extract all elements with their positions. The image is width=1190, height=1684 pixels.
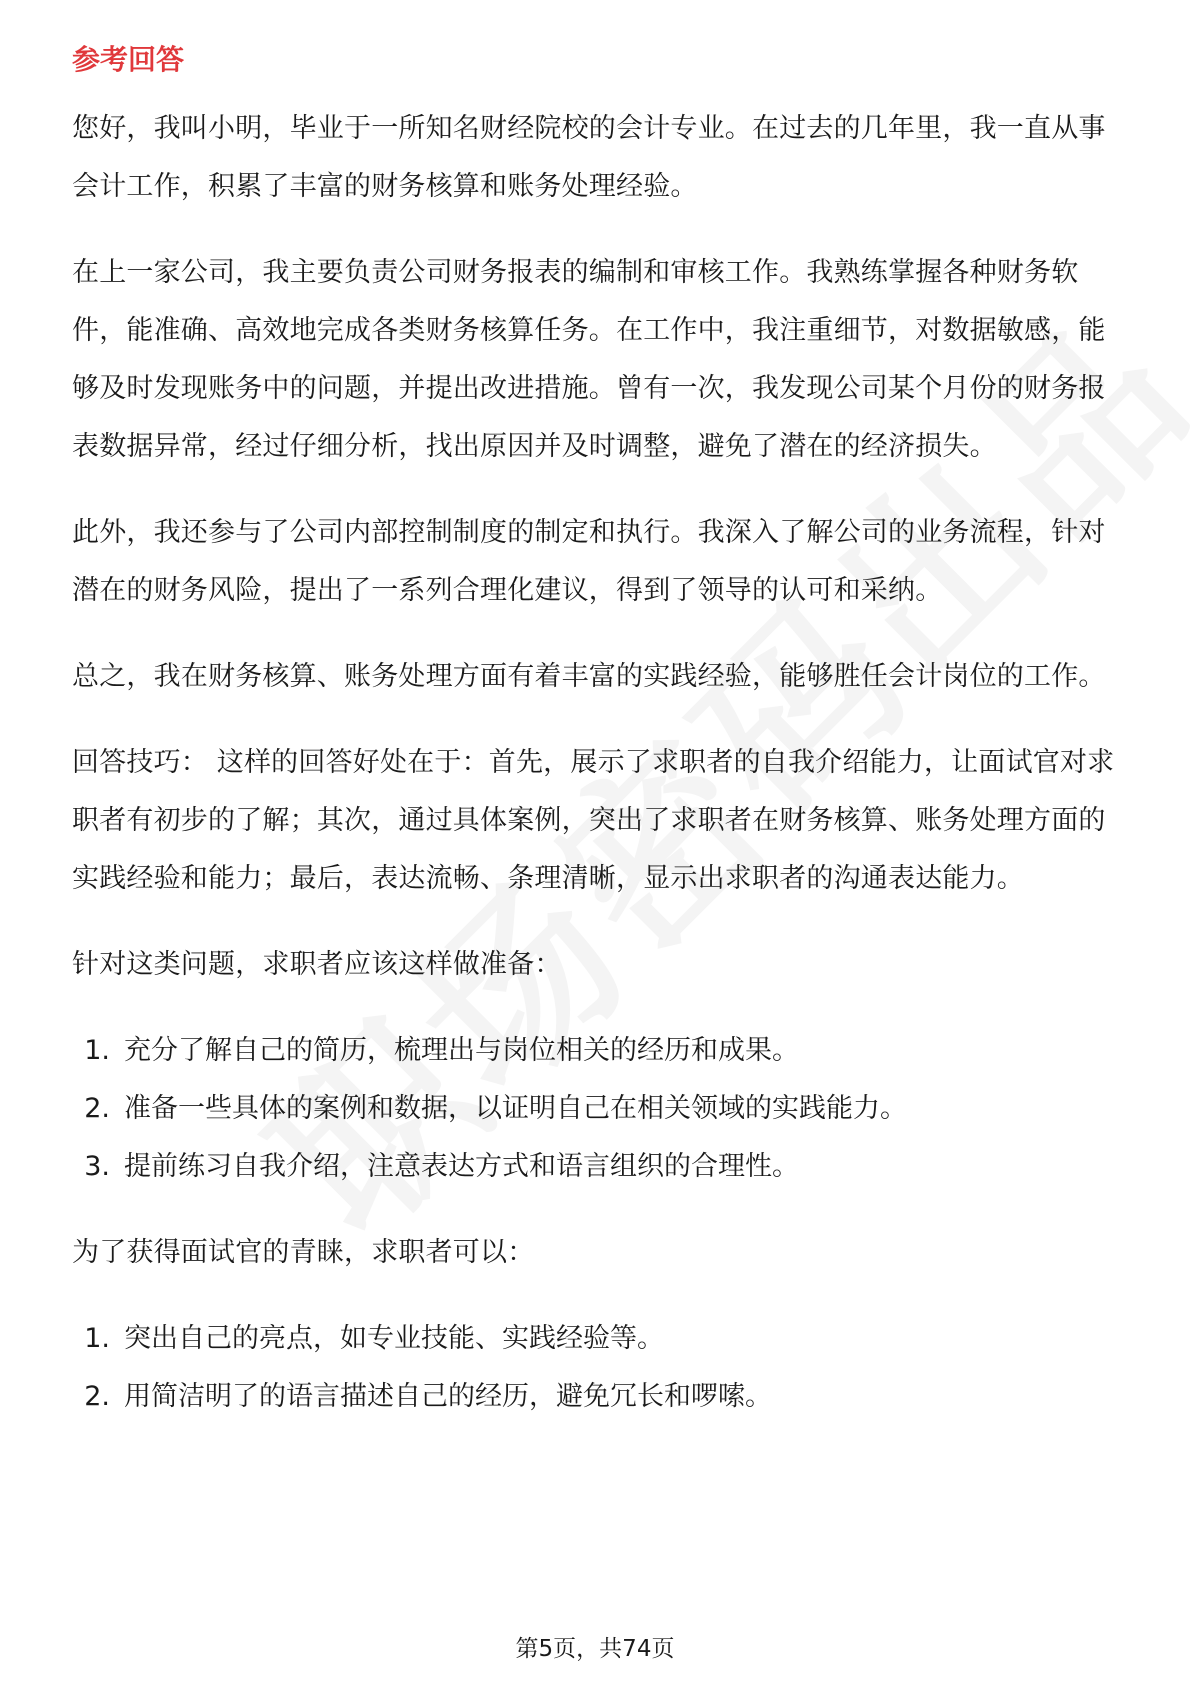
prep-list (72, 1022, 1132, 1196)
list-text: 准备一些具体的案例和数据，以证明自己在相关领域的实践能力。 (124, 1093, 907, 1124)
list-number: 3. (84, 1151, 110, 1182)
paragraph-prep-intro: 针对这类问题，求职者应该这样做准备： (72, 949, 562, 980)
list-item (72, 1368, 1132, 1426)
list-number: 2. (84, 1381, 110, 1412)
section-heading: 参考回答 (72, 43, 185, 76)
paragraph-tips: 回答技巧： 这样的回答好处在于：首先，展示了求职者的自我介绍能力，让面试官对求职者有初步的了解；其次，通过具体案例，突出了求职者在财务核算、账务处理方面的实践经验和能力；最后，表达流畅、条理清晰，显示出求职者的沟通表达能力。 (72, 747, 1115, 894)
list-number: 2. (84, 1093, 110, 1124)
list-text: 充分了解自己的简历，梳理出与岗位相关的经历和成果。 (124, 1035, 799, 1066)
list-text: 用简洁明了的语言描述自己的经历，避免冗长和啰嗦。 (124, 1381, 772, 1412)
list-item (72, 1022, 1132, 1080)
list-number: 1. (84, 1323, 110, 1354)
paragraph-impress-intro: 为了获得面试官的青睐，求职者可以： (72, 1237, 535, 1268)
list-item (72, 1080, 1132, 1138)
paragraph-intro: 您好，我叫小明，毕业于一所知名财经院校的会计专业。在过去的几年里，我一直从事会计工作，积累了丰富的财务核算和账务处理经验。 (72, 113, 1106, 202)
document-page (72, 40, 1132, 1454)
impress-list (72, 1310, 1132, 1426)
list-number: 1. (84, 1035, 110, 1066)
page-footer: 第5页，共74页 (515, 1636, 675, 1662)
list-item (72, 1138, 1132, 1196)
list-text: 提前练习自我介绍，注意表达方式和语言组织的合理性。 (124, 1151, 799, 1182)
paragraph-experience: 在上一家公司，我主要负责公司财务报表的编制和审核工作。我熟练掌握各种财务软件，能准确、高效地完成各类财务核算任务。在工作中，我注重细节，对数据敏感，能够及时发现账务中的问题，并提出改进措施。曾有一次，我发现公司某个月份的财务报表数据异常，经过仔细分析，找出原因并及时调整，避免了潜在的经济损失。 (72, 257, 1106, 462)
paragraph-internal-control: 此外，我还参与了公司内部控制制度的制定和执行。我深入了解公司的业务流程，针对潜在的财务风险，提出了一系列合理化建议，得到了领导的认可和采纳。 (72, 517, 1106, 606)
paragraph-summary: 总之，我在财务核算、账务处理方面有着丰富的实践经验，能够胜任会计岗位的工作。 (72, 661, 1106, 692)
list-item (72, 1310, 1132, 1368)
list-text: 突出自己的亮点，如专业技能、实践经验等。 (124, 1323, 664, 1354)
